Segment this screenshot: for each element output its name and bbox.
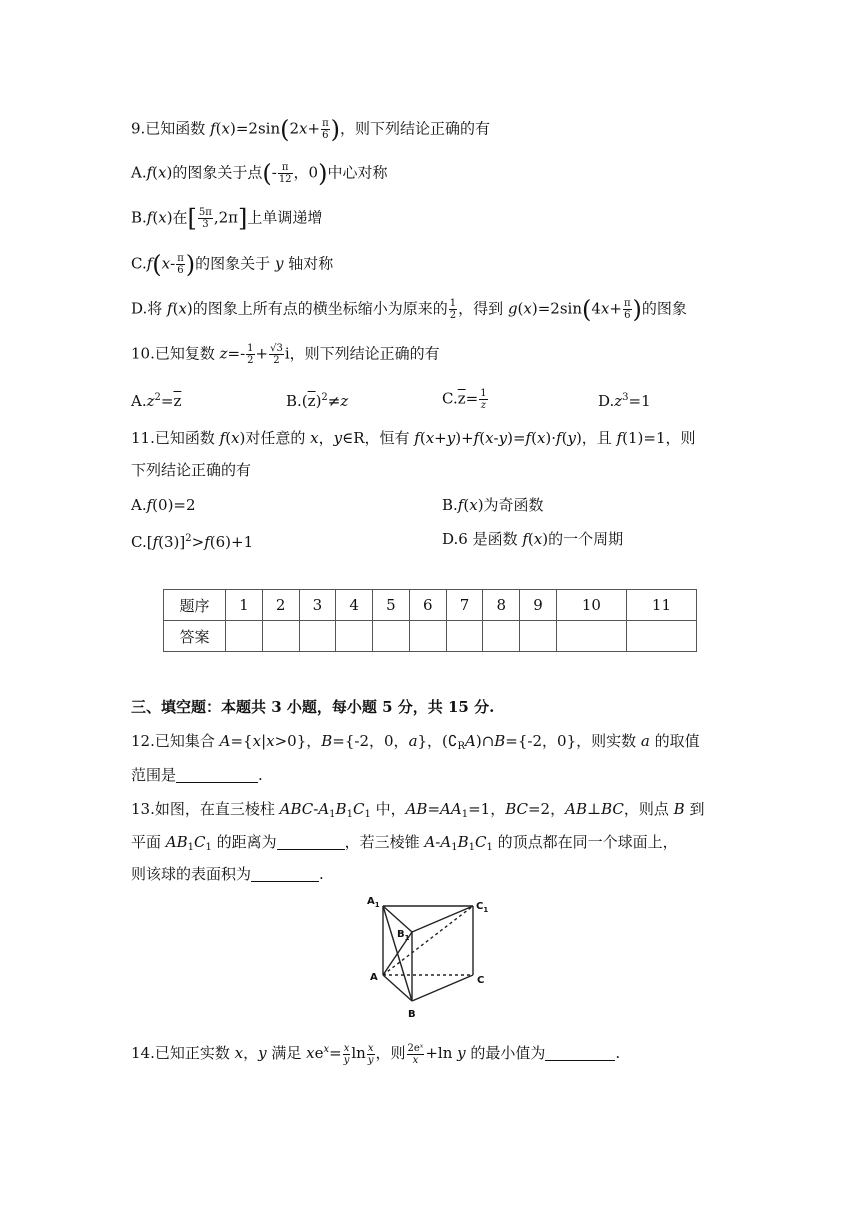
label-c: C (477, 975, 485, 986)
q10-option-b: $B.(\overline{z})^2\ne z$ (286, 392, 349, 410)
q12-line2: 范围是 . (131, 766, 263, 784)
answer-cell[interactable] (226, 621, 263, 652)
q9-stem: 9.已知函数 f(x)=2sin(2x+ $\frac{\pi}{6}$ )，则下列结论正确的有 (131, 115, 491, 144)
q9-option-c: C.f(x- $\frac{\pi}{6}$ )的图象关于 y 轴对称 (131, 250, 334, 279)
q9-option-a: A.f(x)的图象关于点(- $\frac{\pi}{12}$ ，0)中心对称 (131, 159, 388, 188)
answer-blank[interactable] (176, 766, 258, 783)
q10-option-c: $C.\overline{z}=$ $\frac{1}{z}$ (442, 388, 487, 411)
answer-table-label-answer: 答案 (164, 621, 226, 652)
prism-figure (365, 893, 500, 1023)
label-b: B (408, 1009, 416, 1020)
answer-cell[interactable] (336, 621, 373, 652)
answer-table-number-row (164, 590, 697, 621)
q12-line1: 12.已知集合 A={x|x>0}，B={-2，0，a}，$(∁_RA)\cap B=\{-2$，0}，则实数 a 的取值 (131, 732, 700, 752)
q9-option-d: D.将 f(x)的图象上所有点的横坐标缩小为原来的 $\frac{1}{2}$ ，得到 g(x)=2sin(4x+ $\frac{\pi}{6}$ )的图象 (131, 295, 687, 324)
q11-stem-line2: 下列结论正确的有 (131, 461, 252, 479)
label-a1: $A_1$ (367, 896, 380, 909)
answer-cell[interactable] (446, 621, 483, 652)
q10-option-a: $A.z^2=\overline{z}$ (131, 392, 182, 410)
q10-stem: 10.已知复数 z=- $\frac{1}{2}$ + $\frac{√3}{2}$ i，则下列结论正确的有 (131, 343, 440, 366)
label-b1: $B_1$ (397, 929, 410, 942)
edge-bc (412, 975, 473, 1001)
answer-table-number: 5 (373, 590, 410, 621)
q11-option-c: $C.[f(3)]^2>f(6)+1$ (131, 533, 254, 551)
section-heading: 三、填空题：本题共 3 小题，每小题 5 分，共 15 分. (131, 698, 495, 716)
segment-a1b (383, 906, 412, 1001)
answer-blank[interactable] (545, 1044, 615, 1061)
q9-option-b: B.f(x)在[ $\frac{5\pi}{3}$ ,2π]上单调递增 (131, 204, 323, 233)
answer-table (163, 589, 697, 652)
answer-table-number: 6 (409, 590, 446, 621)
q11-option-d: D.6 是函数 f(x)的一个周期 (442, 530, 624, 548)
answer-table-number: 7 (446, 590, 483, 621)
answer-table-number: 3 (299, 590, 336, 621)
segment-ac1-hidden (383, 906, 473, 975)
q14-line: 14.已知正实数 x，y 满足 $xe^x=$ $\frac{x}{y}$ ln $\frac{x}{y}$ ，则 $\frac{\text{2eˣ}}{x}$ +ln y 的最小值为 . (131, 1042, 621, 1066)
answer-cell[interactable] (409, 621, 446, 652)
answer-blank[interactable] (277, 833, 345, 850)
answer-cell[interactable] (626, 621, 696, 652)
answer-table-number: 11 (626, 590, 696, 621)
q13-line3: 则该球的表面积为 . (131, 865, 324, 883)
answer-table-number: 1 (226, 590, 263, 621)
q10-option-d: $D.z^3=1$ (598, 392, 651, 410)
q11-option-a: A.f(0)=2 (131, 496, 196, 514)
q11-option-b: B.f(x)为奇函数 (442, 496, 544, 514)
answer-cell[interactable] (520, 621, 557, 652)
edge-b1c1 (412, 906, 473, 932)
answer-cell[interactable] (262, 621, 299, 652)
q13-line2: 平面 $AB_1C_1$ 的距离为 ，若三棱锥 $A-A_1B_1C_1$ 的顶点都在同一个球面上， (131, 833, 678, 853)
answer-table-number: 2 (262, 590, 299, 621)
answer-table-answer-row (164, 621, 697, 652)
label-a: A (370, 972, 378, 983)
answer-cell[interactable] (373, 621, 410, 652)
label-c1: $C_1$ (476, 901, 489, 914)
answer-table-number: 9 (520, 590, 557, 621)
answer-table-number: 4 (336, 590, 373, 621)
answer-cell[interactable] (556, 621, 626, 652)
answer-table-number: 10 (556, 590, 626, 621)
q13-line1: 13.如图，在直三棱柱 ABC-$A_1B_1C_1$ 中，$AB=AA_1=1$，BC=2，AB⊥BC，则点 B 到 (131, 800, 705, 820)
answer-table-label-number: 题序 (164, 590, 226, 621)
answer-cell[interactable] (483, 621, 520, 652)
answer-blank[interactable] (251, 865, 319, 882)
answer-cell[interactable] (299, 621, 336, 652)
answer-table-number: 8 (483, 590, 520, 621)
q11-stem-line1: 11.已知函数 f(x)对任意的 x，y∈R，恒有 f(x+y)+f(x-y)=f(x)·f(y)，且 f(1)=1，则 (131, 429, 696, 447)
